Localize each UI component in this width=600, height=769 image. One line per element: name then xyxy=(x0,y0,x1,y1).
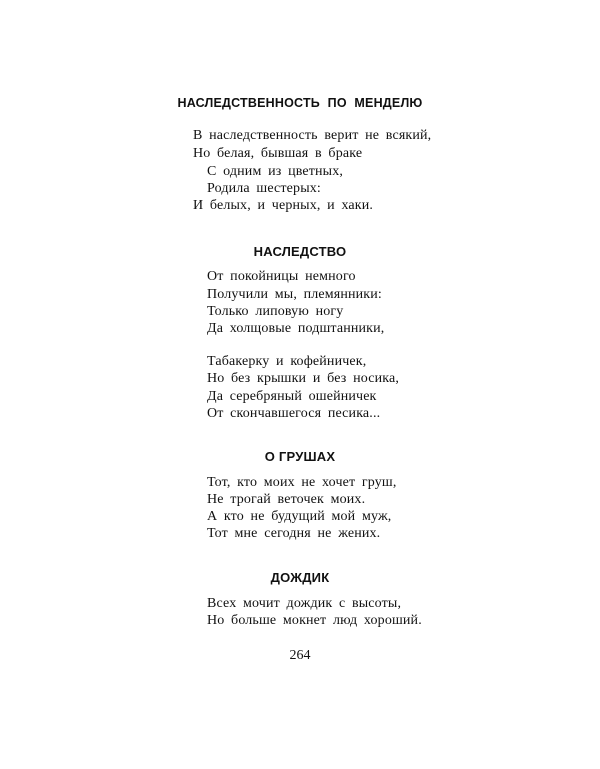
poem-line: Тот, кто моих не хочет груш, xyxy=(207,475,397,490)
page-number: 264 xyxy=(289,648,311,663)
poem-line: В наследственность верит не всякий, xyxy=(193,128,432,143)
poem-line: Но больше мокнет люд хороший. xyxy=(207,613,422,628)
poem-title-heredity-mendel: НАСЛЕДСТВЕННОСТЬ ПО МЕНДЕЛЮ xyxy=(177,96,423,110)
poem-line: И белых, и черных, и хаки. xyxy=(193,198,374,213)
poem-line: С одним из цветных, xyxy=(207,164,344,179)
poem-line: От покойницы немного xyxy=(207,269,356,284)
poem-title-inheritance: НАСЛЕДСТВО xyxy=(253,244,347,259)
poem-line: От скончавшегося песика... xyxy=(207,406,381,421)
poem-title-rain: ДОЖДИК xyxy=(270,570,330,585)
poem-line: А кто не будущий мой муж, xyxy=(207,509,392,524)
poem-title-pears: О ГРУШАХ xyxy=(264,449,336,464)
poem-line: Родила шестерых: xyxy=(207,181,321,196)
poem-line: Да холщовые подштанники, xyxy=(207,321,385,336)
poem-line: Всех мочит дождик с высоты, xyxy=(207,596,402,611)
poem-line: Да серебряный ошейничек xyxy=(207,389,377,404)
poem-line: Табакерку и кофейничек, xyxy=(207,354,367,369)
poem-line: Не трогай веточек моих. xyxy=(207,492,366,507)
poem-line: Только липовую ногу xyxy=(207,304,344,319)
poem-line: Тот мне сегодня не жених. xyxy=(207,526,381,541)
poem-line: Но без крышки и без носика, xyxy=(207,371,399,386)
poem-line: Получили мы, племянники: xyxy=(207,287,382,302)
poem-line: Но белая, бывшая в браке xyxy=(193,146,363,161)
